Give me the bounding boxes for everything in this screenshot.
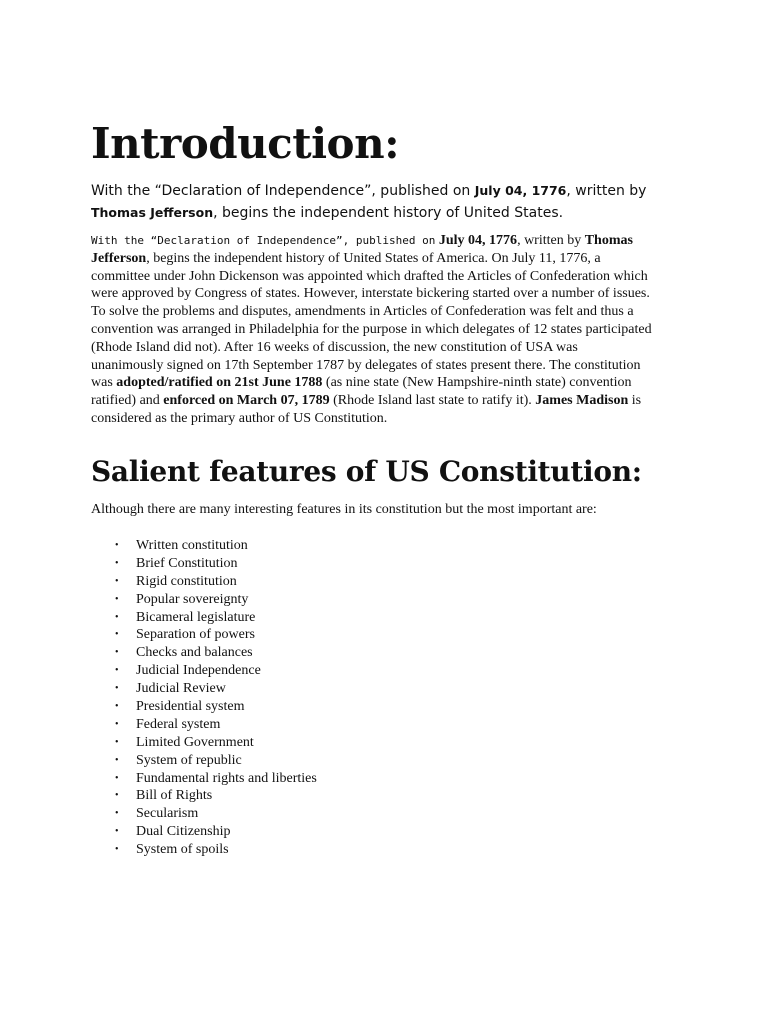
list-item [91, 680, 317, 698]
para-madison: James Madison [535, 393, 629, 409]
list-item-label: System of spoils [136, 842, 229, 858]
bullet-icon: • [115, 844, 119, 856]
list-item [91, 770, 317, 788]
list-item-label: Separation of powers [136, 627, 255, 643]
para-enforced: enforced on March 07, 1789 [163, 393, 330, 409]
list-item [91, 626, 317, 644]
intro-paragraph [91, 232, 653, 428]
bullet-icon: • [115, 826, 119, 838]
list-item [91, 573, 317, 591]
lead-text-1: With the “Declaration of Independence”, published on [91, 183, 475, 199]
list-item-label: Dual Citizenship [136, 824, 231, 840]
lead-author: Thomas Jefferson [91, 205, 214, 220]
list-item [91, 591, 317, 609]
list-item-label: Checks and balances [136, 645, 253, 661]
list-item [91, 644, 317, 662]
list-item-label: Judicial Review [136, 681, 226, 697]
bullet-icon: • [115, 772, 119, 784]
list-item-label: Written constitution [136, 538, 248, 553]
list-item [91, 537, 317, 555]
bullet-icon: • [115, 808, 119, 820]
bullet-icon: • [115, 540, 119, 551]
list-item [91, 841, 317, 859]
para-text-6: (Rhode Island last state to ratify it). [329, 393, 536, 409]
list-item-label: Limited Government [136, 734, 254, 750]
para-text-5: (as nine state (New Hampshire-ninth state) convention ratified) and [91, 375, 632, 409]
section-intro: Although there are many interesting features in its constitution but the most important are: [91, 502, 597, 517]
bullet-icon: • [115, 718, 119, 730]
bullet-icon: • [115, 790, 119, 802]
bullet-icon: • [115, 736, 119, 748]
list-item [91, 787, 317, 805]
list-item [91, 609, 317, 627]
bullet-icon: • [115, 683, 119, 695]
list-item [91, 662, 317, 680]
bullet-icon: • [115, 557, 119, 569]
list-item-label: System of republic [136, 752, 242, 768]
bullet-icon: • [115, 629, 119, 641]
list-item [91, 555, 317, 573]
para-text-3: , written by [517, 233, 585, 248]
para-text-4: , begins the independent history of United States of America. On July 11, 1776, a committee under John Dickenson was appointed which drafted the Articles of Confederation which were approved by Congress of states. However, interstate bickering started over a number of issues. To solve the problems and disputes, amendments in Articles of Confederation was felt and thus a convention was arranged in Philadelphia for the purpose in which delegates of 12 states participated (Rhode Island did not). After 16 weeks of discussion, the new constitution of USA was unanimously signed on 17th September 1787 by delegates of states present there. The constitution was [91, 250, 652, 391]
list-item [91, 734, 317, 752]
para-ratified: adopted/ratified on 21st June 1788 [116, 375, 323, 391]
list-item-label: Judicial Independence [136, 663, 261, 679]
list-item-label: Popular sovereignty [136, 591, 249, 607]
lead-paragraph [91, 180, 651, 224]
features-list [91, 537, 317, 859]
lead-text-2: , written by [566, 183, 647, 199]
list-item [91, 823, 317, 841]
list-item [91, 698, 317, 716]
section-heading: Salient features of US Constitution: [91, 455, 642, 488]
bullet-icon: • [115, 701, 119, 713]
list-item-label: Bicameral legislature [136, 609, 256, 625]
list-item [91, 805, 317, 823]
list-item-label: Fundamental rights and liberties [136, 770, 317, 786]
bullet-icon: • [115, 754, 119, 766]
list-item-label: Presidential system [136, 699, 245, 715]
para-author: Thomas Jefferson [91, 233, 633, 266]
bullet-icon: • [115, 575, 119, 587]
list-item-label: Brief Constitution [136, 555, 238, 571]
bullet-icon: • [115, 593, 119, 605]
para-date: July 04, 1776 [438, 233, 518, 248]
list-item [91, 752, 317, 770]
page-title: Introduction: [91, 119, 400, 168]
bullet-icon: • [115, 647, 119, 659]
para-text-7: is considered as the primary author of US Constitution. [91, 393, 642, 426]
list-item-label: Rigid constitution [136, 573, 237, 589]
list-item-label: Federal system [136, 716, 221, 732]
lead-text-3: , begins the independent history of United States. [213, 205, 564, 221]
bullet-icon: • [115, 665, 119, 677]
lead-date: July 04, 1776 [474, 183, 567, 198]
list-item-label: Bill of Rights [136, 788, 213, 804]
list-item-label: Secularism [136, 806, 199, 822]
list-item [91, 716, 317, 734]
bullet-icon: • [115, 611, 119, 623]
para-text-1: With the “Declaration of Independence”, published on [91, 234, 436, 247]
